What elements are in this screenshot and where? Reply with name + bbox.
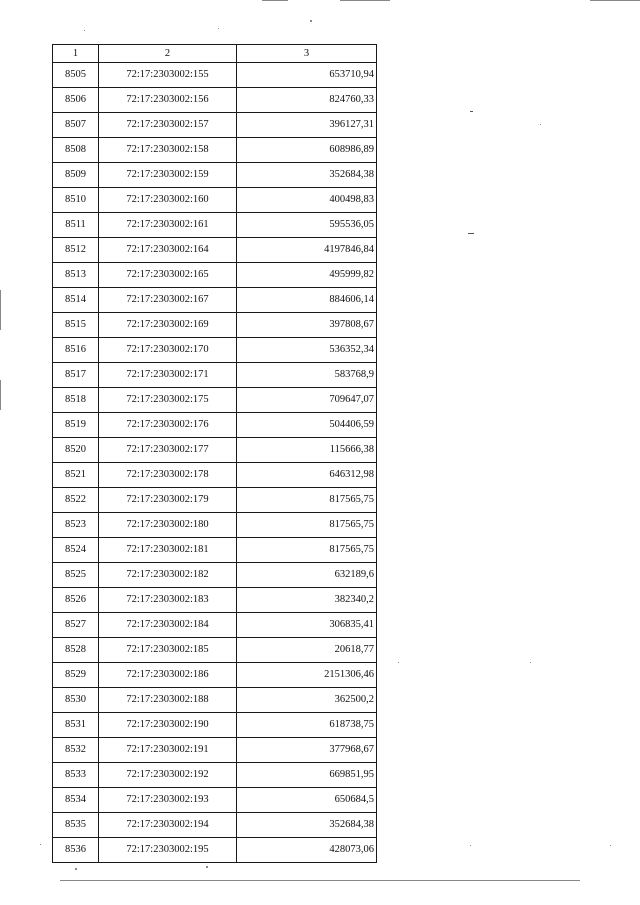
table-row <box>53 613 377 638</box>
value-cell: 650684,5 <box>237 788 377 813</box>
cadastral-number-cell: 72:17:2303002:169 <box>99 313 237 338</box>
cadastral-number-cell: 72:17:2303002:170 <box>99 338 237 363</box>
row-number-cell: 8525 <box>53 563 99 588</box>
value-cell: 352684,38 <box>237 163 377 188</box>
scan-speck <box>40 844 41 845</box>
row-number-cell: 8521 <box>53 463 99 488</box>
table-row <box>53 338 377 363</box>
value-cell: 595536,05 <box>237 213 377 238</box>
table-row <box>53 713 377 738</box>
value-cell: 632189,6 <box>237 563 377 588</box>
cadastral-number-cell: 72:17:2303002:184 <box>99 613 237 638</box>
value-cell: 504406,59 <box>237 413 377 438</box>
table-row <box>53 438 377 463</box>
row-number-cell: 8515 <box>53 313 99 338</box>
table-row <box>53 413 377 438</box>
row-number-cell: 8518 <box>53 388 99 413</box>
value-cell: 669851,95 <box>237 763 377 788</box>
value-cell: 824760,33 <box>237 88 377 113</box>
column-header-1: 1 <box>53 45 99 63</box>
table-row <box>53 113 377 138</box>
cadastral-number-cell: 72:17:2303002:167 <box>99 288 237 313</box>
table-row <box>53 788 377 813</box>
cadastral-number-cell: 72:17:2303002:185 <box>99 638 237 663</box>
top-edge-mark <box>590 0 640 1</box>
row-number-cell: 8505 <box>53 63 99 88</box>
cadastral-number-cell: 72:17:2303002:190 <box>99 713 237 738</box>
scan-speck <box>470 845 471 846</box>
row-number-cell: 8529 <box>53 663 99 688</box>
value-cell: 306835,41 <box>237 613 377 638</box>
cadastral-number-cell: 72:17:2303002:193 <box>99 788 237 813</box>
value-cell: 709647,07 <box>237 388 377 413</box>
cadastral-number-cell: 72:17:2303002:192 <box>99 763 237 788</box>
scan-speck <box>610 845 611 846</box>
value-cell: 583768,9 <box>237 363 377 388</box>
left-edge-mark <box>0 290 1 330</box>
row-number-cell: 8513 <box>53 263 99 288</box>
value-cell: 377968,67 <box>237 738 377 763</box>
row-number-cell: 8507 <box>53 113 99 138</box>
table-row <box>53 188 377 213</box>
table-row <box>53 513 377 538</box>
row-number-cell: 8523 <box>53 513 99 538</box>
table-row <box>53 838 377 863</box>
table-row <box>53 663 377 688</box>
value-cell: 115666,38 <box>237 438 377 463</box>
value-cell: 400498,83 <box>237 188 377 213</box>
table-row <box>53 463 377 488</box>
value-cell: 362500,2 <box>237 688 377 713</box>
cadastral-number-cell: 72:17:2303002:171 <box>99 363 237 388</box>
value-cell: 817565,75 <box>237 513 377 538</box>
row-number-cell: 8526 <box>53 588 99 613</box>
table-row <box>53 638 377 663</box>
table-row <box>53 138 377 163</box>
bottom-edge-mark <box>60 880 580 881</box>
table-row <box>53 563 377 588</box>
scan-speck <box>530 662 531 663</box>
row-number-cell: 8524 <box>53 538 99 563</box>
row-number-cell: 8531 <box>53 713 99 738</box>
left-edge-mark <box>0 380 1 410</box>
cadastral-number-cell: 72:17:2303002:178 <box>99 463 237 488</box>
table-row <box>53 388 377 413</box>
value-cell: 608986,89 <box>237 138 377 163</box>
row-number-cell: 8514 <box>53 288 99 313</box>
value-cell: 817565,75 <box>237 538 377 563</box>
cadastral-number-cell: 72:17:2303002:191 <box>99 738 237 763</box>
value-cell: 397808,67 <box>237 313 377 338</box>
row-number-cell: 8511 <box>53 213 99 238</box>
value-cell: 2151306,46 <box>237 663 377 688</box>
table-body <box>53 63 377 863</box>
row-number-cell: 8530 <box>53 688 99 713</box>
value-cell: 4197846,84 <box>237 238 377 263</box>
value-cell: 884606,14 <box>237 288 377 313</box>
table-header-row <box>53 45 377 63</box>
value-cell: 536352,34 <box>237 338 377 363</box>
value-cell: 20618,77 <box>237 638 377 663</box>
table-row <box>53 588 377 613</box>
cadastral-number-cell: 72:17:2303002:186 <box>99 663 237 688</box>
cadastral-table <box>52 44 377 863</box>
row-number-cell: 8532 <box>53 738 99 763</box>
table-row <box>53 213 377 238</box>
scan-speck <box>206 866 208 868</box>
cadastral-number-cell: 72:17:2303002:157 <box>99 113 237 138</box>
cadastral-number-cell: 72:17:2303002:195 <box>99 838 237 863</box>
scan-speck <box>84 30 85 31</box>
value-cell: 618738,75 <box>237 713 377 738</box>
scan-speck <box>470 111 473 112</box>
table-row <box>53 163 377 188</box>
cadastral-number-cell: 72:17:2303002:160 <box>99 188 237 213</box>
cadastral-number-cell: 72:17:2303002:176 <box>99 413 237 438</box>
row-number-cell: 8520 <box>53 438 99 463</box>
column-header-2: 2 <box>99 45 237 63</box>
row-number-cell: 8517 <box>53 363 99 388</box>
value-cell: 352684,38 <box>237 813 377 838</box>
cadastral-number-cell: 72:17:2303002:194 <box>99 813 237 838</box>
cadastral-number-cell: 72:17:2303002:175 <box>99 388 237 413</box>
row-number-cell: 8535 <box>53 813 99 838</box>
scan-speck <box>540 124 541 125</box>
cadastral-number-cell: 72:17:2303002:179 <box>99 488 237 513</box>
value-cell: 382340,2 <box>237 588 377 613</box>
column-header-3: 3 <box>237 45 377 63</box>
value-cell: 653710,94 <box>237 63 377 88</box>
table-row <box>53 738 377 763</box>
table-row <box>53 813 377 838</box>
row-number-cell: 8533 <box>53 763 99 788</box>
cadastral-number-cell: 72:17:2303002:165 <box>99 263 237 288</box>
table-row <box>53 288 377 313</box>
row-number-cell: 8519 <box>53 413 99 438</box>
row-number-cell: 8536 <box>53 838 99 863</box>
value-cell: 495999,82 <box>237 263 377 288</box>
cadastral-number-cell: 72:17:2303002:188 <box>99 688 237 713</box>
table-row <box>53 238 377 263</box>
cadastral-number-cell: 72:17:2303002:155 <box>99 63 237 88</box>
top-edge-mark <box>340 0 390 1</box>
cadastral-number-cell: 72:17:2303002:177 <box>99 438 237 463</box>
row-number-cell: 8527 <box>53 613 99 638</box>
value-cell: 646312,98 <box>237 463 377 488</box>
value-cell: 428073,06 <box>237 838 377 863</box>
row-number-cell: 8510 <box>53 188 99 213</box>
table-row <box>53 763 377 788</box>
cadastral-number-cell: 72:17:2303002:181 <box>99 538 237 563</box>
value-cell: 396127,31 <box>237 113 377 138</box>
cadastral-number-cell: 72:17:2303002:156 <box>99 88 237 113</box>
table-row <box>53 538 377 563</box>
row-number-cell: 8508 <box>53 138 99 163</box>
scan-speck <box>310 20 312 22</box>
row-number-cell: 8509 <box>53 163 99 188</box>
cadastral-number-cell: 72:17:2303002:182 <box>99 563 237 588</box>
row-number-cell: 8512 <box>53 238 99 263</box>
value-cell: 817565,75 <box>237 488 377 513</box>
cadastral-number-cell: 72:17:2303002:183 <box>99 588 237 613</box>
scan-speck <box>468 233 474 234</box>
cadastral-number-cell: 72:17:2303002:164 <box>99 238 237 263</box>
row-number-cell: 8528 <box>53 638 99 663</box>
table-row <box>53 88 377 113</box>
cadastral-number-cell: 72:17:2303002:159 <box>99 163 237 188</box>
cadastral-number-cell: 72:17:2303002:180 <box>99 513 237 538</box>
table-row <box>53 313 377 338</box>
top-edge-mark <box>262 0 288 1</box>
table-row <box>53 688 377 713</box>
row-number-cell: 8506 <box>53 88 99 113</box>
scan-speck <box>218 28 219 29</box>
table-row <box>53 363 377 388</box>
table-row <box>53 263 377 288</box>
table-row <box>53 488 377 513</box>
scan-speck <box>75 868 77 870</box>
cadastral-number-cell: 72:17:2303002:158 <box>99 138 237 163</box>
row-number-cell: 8516 <box>53 338 99 363</box>
scan-speck <box>398 662 399 663</box>
row-number-cell: 8534 <box>53 788 99 813</box>
table-row <box>53 63 377 88</box>
cadastral-number-cell: 72:17:2303002:161 <box>99 213 237 238</box>
row-number-cell: 8522 <box>53 488 99 513</box>
